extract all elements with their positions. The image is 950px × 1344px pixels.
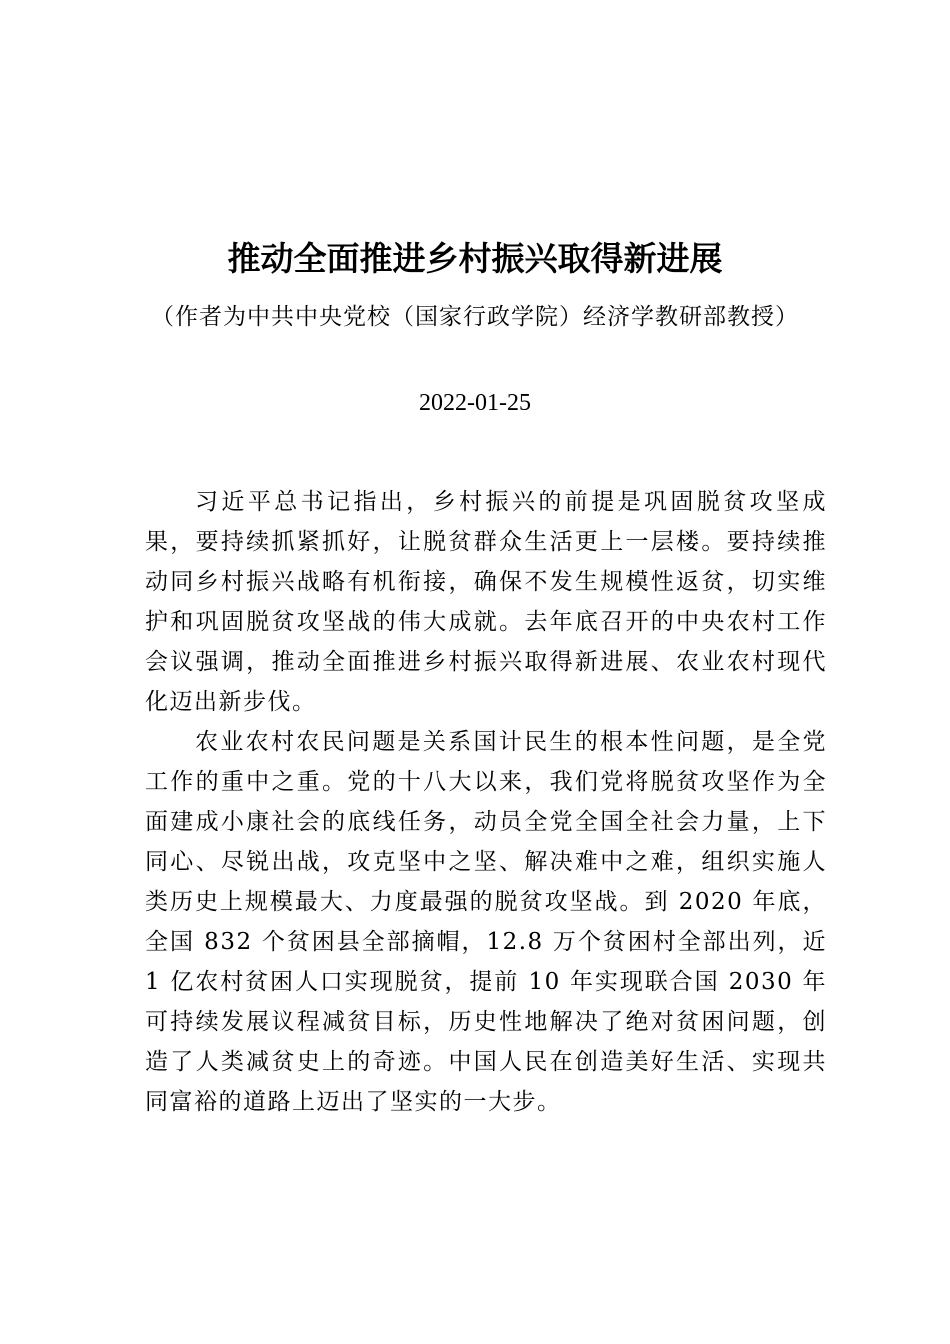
article-title: 推动全面推进乡村振兴取得新进展 — [227, 239, 723, 278]
body-paragraph-2: 农业农村农民问题是关系国计民生的根本性问题，是全党工作的重中之重。党的十八大以来，我们党将脱贫攻坚作为全面建成小康社会的底线任务，动员全党全国全社会力量，上下同心、尽锐出战，攻克坚中之坚、解决难中之难，组织实施人类历史上规模最大、力度最强的脱贫攻坚战。到 2020 年底，全国 832 个贫困县全部摘帽，12.8 万个贫困村全部出列，近 1 亿农村贫困人口实现脱贫，提前 10 年实现联合国 2030 年可持续发展议程减贫目标，历史性地解决了绝对贫困问题，创造了人类减贫史上的奇迹。中国人民在创造美好生活、实现共同富裕的道路上迈出了坚实的一大步。 — [145, 729, 827, 1115]
author-line: （作者为中共中央党校（国家行政学院）经济学教研部教授） — [151, 304, 799, 330]
publish-date: 2022-01-25 — [419, 390, 531, 416]
article-body — [145, 482, 827, 1122]
body-paragraph-1: 习近平总书记指出，乡村振兴的前提是巩固脱贫攻坚成果，要持续抓紧抓好，让脱贫群众生活更上一层楼。要持续推动同乡村振兴战略有机衔接，确保不发生规模性返贫，切实维护和巩固脱贫攻坚战的伟大成就。去年底召开的中央农村工作会议强调，推动全面推进乡村振兴取得新进展、农业农村现代化迈出新步伐。 — [145, 489, 827, 715]
